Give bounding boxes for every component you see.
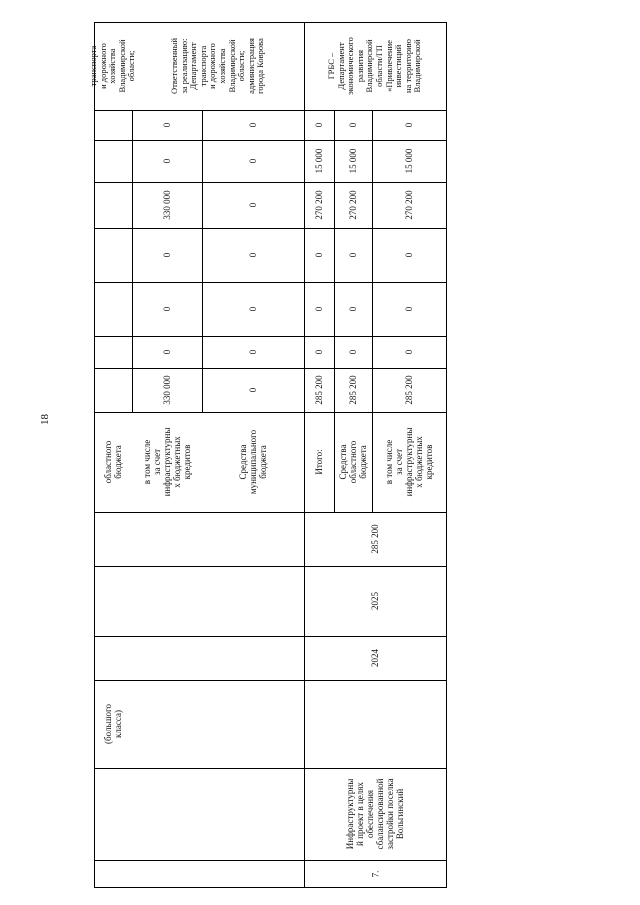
- project-total: 285 200: [369, 524, 380, 554]
- page-number: 18: [39, 414, 51, 425]
- row-number: 7.: [369, 870, 380, 877]
- funding-source-municipal-budget: Средства муниципального бюджета: [237, 429, 269, 495]
- value-municipal-budget-c3: 0: [247, 306, 258, 312]
- value-infra-credits-a-c6: 0: [161, 158, 172, 164]
- value-infra-credits-b-c4: 0: [403, 252, 414, 258]
- value-municipal-budget-c1: 0: [247, 387, 258, 393]
- value-regional-budget-c5: 270 200: [347, 190, 358, 220]
- value-infra-credits-a-c7: 0: [161, 122, 172, 128]
- value-infra-credits-a-c5: 330 000: [161, 190, 172, 220]
- value-infra-credits-a-c2: 0: [161, 349, 172, 355]
- value-municipal-budget-c5: 0: [247, 202, 258, 208]
- value-infra-credits-a-c4: 0: [161, 252, 172, 258]
- value-total-c2: 0: [313, 349, 324, 355]
- value-regional-budget-c3: 0: [347, 306, 358, 312]
- project-name: Инфраструктурны й проект в целях обеспечения сбалансированной застройки поселка Вольгинский: [344, 778, 406, 850]
- value-regional-budget-c7: 0: [347, 122, 358, 128]
- funding-source-total: Итого:: [313, 449, 324, 475]
- executor-transport-cont: транспорта и дорожного хозяйства Владимирской области;: [88, 39, 137, 93]
- executor-responsible: Ответственный за реализацию: Департамент транспорта и дорожного хозяйства Владимирской области; администрация города Коврова: [169, 38, 266, 94]
- value-regional-budget-c4: 0: [347, 252, 358, 258]
- value-total-c7: 0: [313, 122, 324, 128]
- executor-grbs: ГРБС – Департамент экономического развития Владимирской области/ГП «Привлечение инвестиций на территорию Владимирской: [326, 37, 423, 95]
- value-infra-credits-a-c3: 0: [161, 306, 172, 312]
- funding-source-infra-credits-a: в том числе за счет инфраструктурны х бюджетных кредитов: [141, 427, 193, 497]
- year-start: 2024: [369, 649, 380, 667]
- value-municipal-budget-c4: 0: [247, 252, 258, 258]
- value-regional-budget-c6: 15 000: [347, 148, 358, 174]
- name-header-cont: (большого класса): [102, 704, 123, 744]
- value-infra-credits-b-c1: 285 200: [403, 375, 414, 405]
- value-infra-credits-b-c6: 15 000: [403, 148, 414, 174]
- value-total-c1: 285 200: [313, 375, 324, 405]
- value-regional-budget-c2: 0: [347, 349, 358, 355]
- value-municipal-budget-c2: 0: [247, 349, 258, 355]
- value-infra-credits-b-c5: 270 200: [403, 190, 414, 220]
- value-infra-credits-b-c7: 0: [403, 122, 414, 128]
- value-total-c6: 15 000: [313, 148, 324, 174]
- value-regional-budget-c1: 285 200: [347, 375, 358, 405]
- value-infra-credits-b-c2: 0: [403, 349, 414, 355]
- year-end: 2025: [369, 592, 380, 610]
- value-municipal-budget-c7: 0: [247, 122, 258, 128]
- value-total-c5: 270 200: [313, 190, 324, 220]
- value-infra-credits-b-c3: 0: [403, 306, 414, 312]
- funding-source-regional-budget: Средства областного бюджета: [337, 440, 369, 484]
- funding-source-infra-credits-b: в том числе за счет инфраструктурны х бюджетных кредитов: [383, 427, 435, 497]
- table-rule: [446, 22, 447, 887]
- value-total-c3: 0: [313, 306, 324, 312]
- table-rule: [94, 680, 447, 681]
- value-infra-credits-a-c1: 330 000: [161, 375, 172, 405]
- value-total-c4: 0: [313, 252, 324, 258]
- value-municipal-budget-c6: 0: [247, 158, 258, 164]
- funding-source-regional-budget-cont: областного бюджета: [102, 440, 123, 484]
